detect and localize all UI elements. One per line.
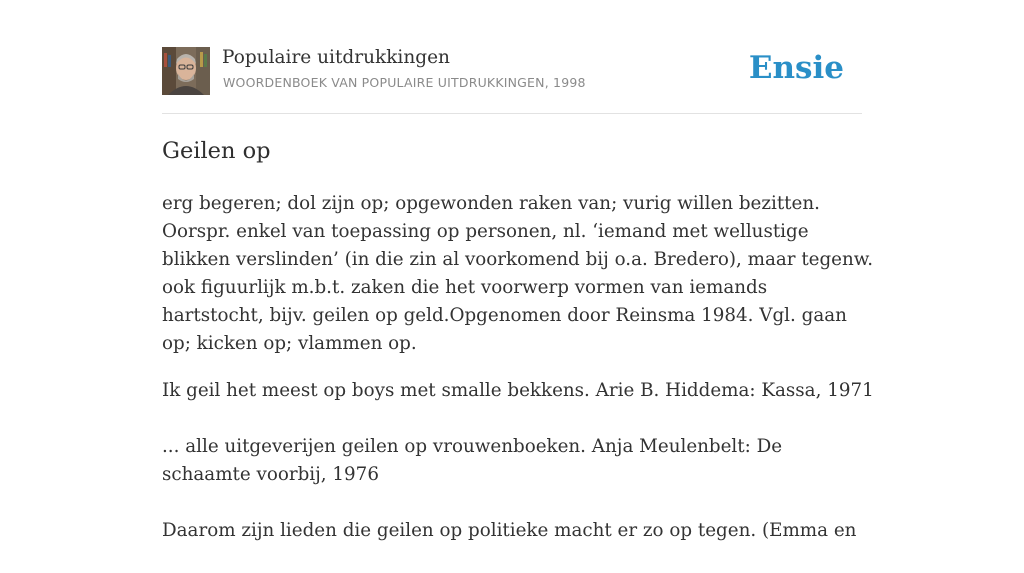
entry-definition: erg begeren; dol zijn op; opgewonden raken van; vurig willen bezitten. Oorspr. enkel van toepassing op personen, nl. ‘iemand met wellustige blikken verslinden’ (in die zin al voorkomend bij o.a. Bredero), maar tegenw. ook figuurlijk m.b.t. zaken die het voorwerp vormen van iemands hartstocht, bijv. geilen op geld.Opgenomen door Reinsma 1984. Vgl. gaan op; kicken op; vlammen op. — [162, 193, 874, 354]
entry-quote: Ik geil het meest op boys met smalle bekkens. Arie B. Hiddema: Kassa, 1971 — [162, 380, 874, 401]
entry-content — [162, 190, 874, 573]
brand-logo[interactable]: Ensie — [748, 50, 844, 86]
author-avatar[interactable] — [162, 47, 210, 95]
entry-title: Geilen op — [162, 138, 271, 164]
entry-quote: ... alle uitgeverijen geilen op vrouwenboeken. Anja Meulenbelt: De schaamte voorbij, 1976 — [162, 436, 783, 485]
source-subtitle: WOORDENBOEK VAN POPULAIRE UITDRUKKINGEN, 1998 — [223, 75, 586, 90]
header-divider — [162, 113, 862, 114]
entry-header — [162, 46, 862, 96]
entry-quote: Daarom zijn lieden die geilen op politieke macht er zo op tegen. (Emma en — [162, 520, 857, 541]
author-portrait-icon — [162, 47, 210, 95]
source-title[interactable]: Populaire uitdrukkingen — [222, 47, 450, 68]
